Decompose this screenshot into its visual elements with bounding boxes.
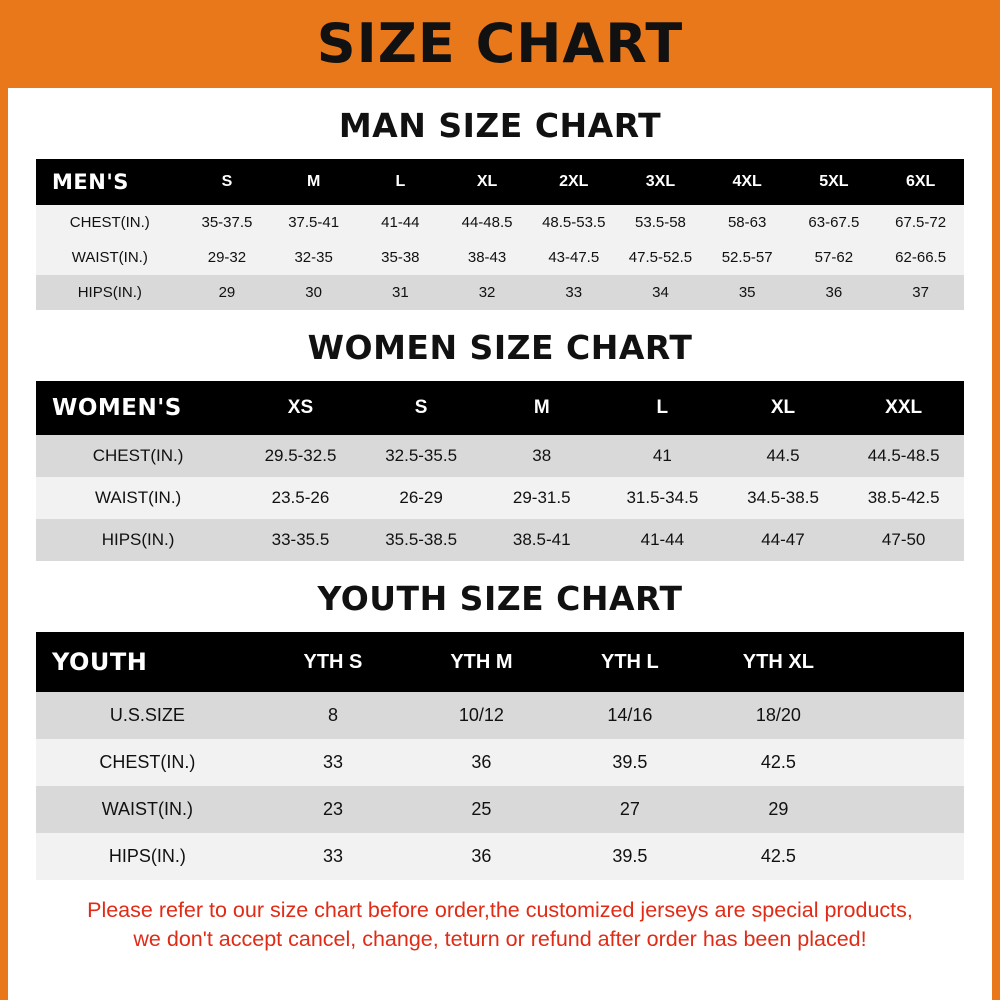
cell-value: 47.5-52.5 bbox=[617, 240, 704, 275]
section-man-size-chart bbox=[8, 106, 992, 310]
header-cell-size: XL bbox=[723, 381, 844, 435]
header-cell-spacer bbox=[853, 632, 964, 692]
cell-value: 63-67.5 bbox=[791, 205, 878, 240]
cell-value: 37 bbox=[877, 275, 964, 310]
table-row bbox=[36, 519, 964, 561]
cell-value: 8 bbox=[259, 692, 407, 739]
cell-value: 38.5-41 bbox=[481, 519, 602, 561]
header-cell-label: YOUTH bbox=[36, 632, 259, 692]
row-label: CHEST(IN.) bbox=[36, 739, 259, 786]
cell-value: 44-47 bbox=[723, 519, 844, 561]
header-cell-size: M bbox=[270, 159, 357, 205]
cell-value: 36 bbox=[791, 275, 878, 310]
cell-value: 34 bbox=[617, 275, 704, 310]
cell-value: 32 bbox=[444, 275, 531, 310]
header-cell-size: S bbox=[361, 381, 482, 435]
table-row bbox=[36, 275, 964, 310]
row-label: HIPS(IN.) bbox=[36, 519, 240, 561]
man-size-table bbox=[36, 159, 964, 310]
footer-line-2: we don't accept cancel, change, teturn or refund after order has been placed! bbox=[133, 927, 867, 952]
cell-value: 29 bbox=[704, 786, 852, 833]
cell-value: 34.5-38.5 bbox=[723, 477, 844, 519]
row-label: CHEST(IN.) bbox=[36, 435, 240, 477]
row-label: WAIST(IN.) bbox=[36, 477, 240, 519]
cell-value: 29.5-32.5 bbox=[240, 435, 361, 477]
table-header-row bbox=[36, 632, 964, 692]
cell-value: 26-29 bbox=[361, 477, 482, 519]
section-women-size-chart bbox=[8, 328, 992, 561]
cell-value: 38 bbox=[481, 435, 602, 477]
header-cell-size: XL bbox=[444, 159, 531, 205]
cell-value: 39.5 bbox=[556, 833, 704, 880]
cell-value: 29-31.5 bbox=[481, 477, 602, 519]
cell-value: 44.5 bbox=[723, 435, 844, 477]
cell-value: 18/20 bbox=[704, 692, 852, 739]
cell-value: 37.5-41 bbox=[270, 205, 357, 240]
header-cell-size: XS bbox=[240, 381, 361, 435]
table-row bbox=[36, 240, 964, 275]
cell-value: 29-32 bbox=[184, 240, 271, 275]
cell-value: 31 bbox=[357, 275, 444, 310]
table-row bbox=[36, 739, 964, 786]
row-label: WAIST(IN.) bbox=[36, 786, 259, 833]
header-cell-size: YTH S bbox=[259, 632, 407, 692]
page-title: SIZE CHART bbox=[316, 12, 684, 75]
cell-value: 31.5-34.5 bbox=[602, 477, 723, 519]
header-cell-size: L bbox=[602, 381, 723, 435]
cell-value: 38.5-42.5 bbox=[843, 477, 964, 519]
table-row bbox=[36, 833, 964, 880]
cell-value: 44-48.5 bbox=[444, 205, 531, 240]
cell-value: 44.5-48.5 bbox=[843, 435, 964, 477]
row-label: HIPS(IN.) bbox=[36, 833, 259, 880]
row-label: U.S.SIZE bbox=[36, 692, 259, 739]
section-title-man: MAN SIZE CHART bbox=[338, 106, 662, 145]
cell-value: 53.5-58 bbox=[617, 205, 704, 240]
cell-value: 33 bbox=[259, 833, 407, 880]
cell-spacer bbox=[853, 739, 964, 786]
header-cell-size: YTH M bbox=[407, 632, 555, 692]
cell-spacer bbox=[853, 786, 964, 833]
cell-value: 27 bbox=[556, 786, 704, 833]
cell-value: 67.5-72 bbox=[877, 205, 964, 240]
header-cell-label: MEN'S bbox=[36, 159, 184, 205]
cell-value: 35 bbox=[704, 275, 791, 310]
footer-notice bbox=[8, 896, 992, 954]
row-label: HIPS(IN.) bbox=[36, 275, 184, 310]
header-cell-size: S bbox=[184, 159, 271, 205]
cell-value: 42.5 bbox=[704, 739, 852, 786]
cell-value: 41 bbox=[602, 435, 723, 477]
cell-value: 36 bbox=[407, 739, 555, 786]
cell-value: 33 bbox=[259, 739, 407, 786]
cell-value: 41-44 bbox=[357, 205, 444, 240]
cell-value: 48.5-53.5 bbox=[530, 205, 617, 240]
cell-value: 39.5 bbox=[556, 739, 704, 786]
youth-size-table bbox=[36, 632, 964, 880]
cell-value: 43-47.5 bbox=[530, 240, 617, 275]
cell-value: 35-38 bbox=[357, 240, 444, 275]
page-banner bbox=[0, 0, 1000, 88]
cell-value: 38-43 bbox=[444, 240, 531, 275]
header-cell-size: XXL bbox=[843, 381, 964, 435]
cell-value: 23.5-26 bbox=[240, 477, 361, 519]
cell-value: 36 bbox=[407, 833, 555, 880]
section-youth-size-chart bbox=[8, 579, 992, 880]
header-cell-size: 6XL bbox=[877, 159, 964, 205]
row-label: CHEST(IN.) bbox=[36, 205, 184, 240]
cell-value: 14/16 bbox=[556, 692, 704, 739]
table-header-row bbox=[36, 381, 964, 435]
cell-value: 41-44 bbox=[602, 519, 723, 561]
cell-value: 23 bbox=[259, 786, 407, 833]
header-cell-size: 4XL bbox=[704, 159, 791, 205]
header-cell-size: YTH L bbox=[556, 632, 704, 692]
header-cell-size: M bbox=[481, 381, 602, 435]
cell-value: 10/12 bbox=[407, 692, 555, 739]
row-label: WAIST(IN.) bbox=[36, 240, 184, 275]
table-header-row bbox=[36, 159, 964, 205]
cell-value: 25 bbox=[407, 786, 555, 833]
cell-value: 58-63 bbox=[704, 205, 791, 240]
header-cell-size: 3XL bbox=[617, 159, 704, 205]
cell-value: 57-62 bbox=[791, 240, 878, 275]
table-row bbox=[36, 477, 964, 519]
cell-value: 47-50 bbox=[843, 519, 964, 561]
header-cell-size: L bbox=[357, 159, 444, 205]
cell-value: 29 bbox=[184, 275, 271, 310]
section-title-youth: YOUTH SIZE CHART bbox=[317, 579, 683, 618]
cell-value: 33 bbox=[530, 275, 617, 310]
header-cell-size: 5XL bbox=[791, 159, 878, 205]
table-row bbox=[36, 435, 964, 477]
cell-value: 30 bbox=[270, 275, 357, 310]
cell-value: 35-37.5 bbox=[184, 205, 271, 240]
cell-value: 35.5-38.5 bbox=[361, 519, 482, 561]
cell-value: 32-35 bbox=[270, 240, 357, 275]
table-row bbox=[36, 205, 964, 240]
header-cell-label: WOMEN'S bbox=[36, 381, 240, 435]
header-cell-size: 2XL bbox=[530, 159, 617, 205]
cell-spacer bbox=[853, 833, 964, 880]
cell-value: 33-35.5 bbox=[240, 519, 361, 561]
table-row bbox=[36, 786, 964, 833]
footer-line-1: Please refer to our size chart before order,the customized jerseys are special products, bbox=[87, 898, 913, 922]
cell-value: 62-66.5 bbox=[877, 240, 964, 275]
cell-value: 42.5 bbox=[704, 833, 852, 880]
cell-value: 52.5-57 bbox=[704, 240, 791, 275]
cell-value: 32.5-35.5 bbox=[361, 435, 482, 477]
table-row bbox=[36, 692, 964, 739]
header-cell-size: YTH XL bbox=[704, 632, 852, 692]
section-title-women: WOMEN SIZE CHART bbox=[307, 328, 693, 367]
women-size-table bbox=[36, 381, 964, 561]
cell-spacer bbox=[853, 692, 964, 739]
